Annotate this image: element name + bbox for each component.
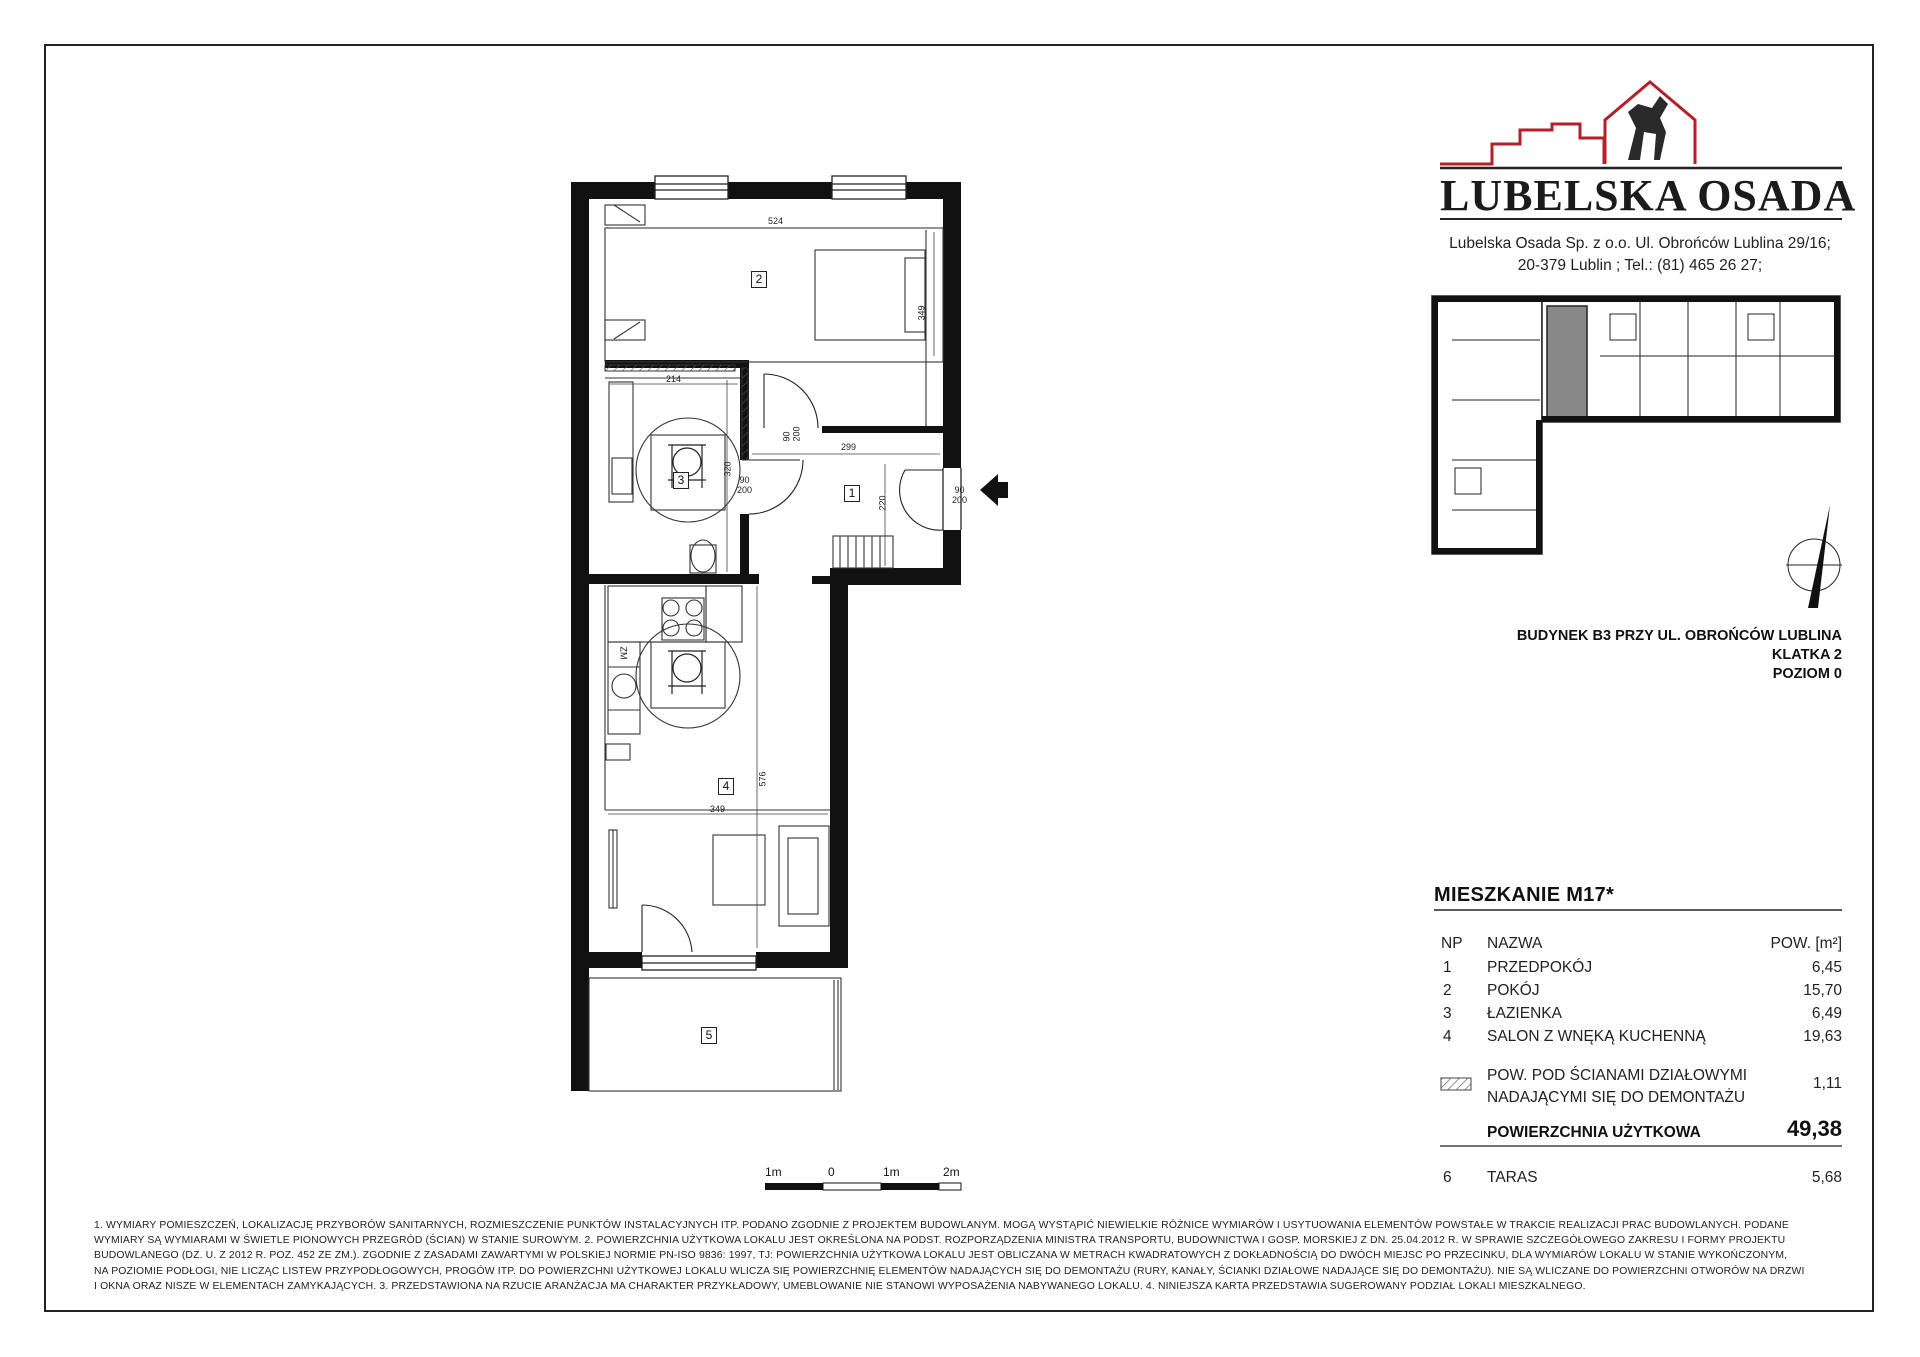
total-area-value: 49,38 [1786, 1116, 1842, 1141]
note-line: NA POZIOMIE PODŁOGI, NIE LICZĄC LISTEW PRZYPODŁOGOWYCH, PROGÓW ITP. DO POWIERZCHNI UŻYTKOWEJ LOKALU WLICZA SIĘ POWIERZCHNIĘ ELEMENTÓW NADAJĄCYCH SIĘ DO DEMONTAŻU (RURY, KANAŁY, ŚCIANKI DZIAŁOWE NADAJĄCE SIĘ DO DEMONTAŻU). NIE SĄ WLICZANE DO POWIERZCHNI OTWORÓW NA DRZWI [94, 1265, 1805, 1277]
room-area: 19,63 [1803, 1028, 1842, 1045]
dim-door-bath [737, 475, 752, 495]
dim-door-room2-a: 90 [781, 431, 792, 442]
total-area-label: POWIERZCHNIA UŻYTKOWA [1487, 1124, 1701, 1141]
north-arrow-icon [1786, 505, 1842, 608]
dim-door-room2 [782, 426, 802, 441]
col-name-header: NAZWA [1487, 935, 1543, 952]
room-np: 3 [1443, 1005, 1452, 1022]
building-info [1440, 627, 1842, 684]
col-area-header: POW. [m²] [1770, 935, 1842, 952]
note-line: 1. WYMIARY POMIESZCZEŃ, LOKALIZACJĘ PRZYBORÓW SANITARNYCH, ROZMIESZCZENIE PUNKTÓW INSTALACYJNYCH ITP. PODANO ZGODNIE Z PROJEKTEM BUDOWLANYM. MOGĄ WYSTĄPIĆ NIEWIELKIE RÓŻNICE WYMIARÓW I USYTUOWANIA ELEMENTÓW POWSTAŁE W TRAKCIE REALIZACJI PRAC BUDOWLANYCH. PODANE [94, 1220, 1789, 1231]
terrace-area: 5,68 [1811, 1169, 1842, 1186]
room-label-2: 2 [751, 271, 767, 288]
partition-walls-area: 1,11 [1812, 1075, 1842, 1092]
room-np: 2 [1443, 982, 1452, 999]
room-label-1: 1 [844, 485, 860, 502]
dim-door-entry-a: 90 [954, 485, 965, 495]
room-label-3: 3 [673, 472, 689, 489]
room-np: 4 [1443, 1028, 1452, 1045]
dim-door-bath-b: 200 [737, 485, 753, 495]
note-line: WYMIARY SĄ WYMIARAMI W ŚWIETLE PIONOWYCH PRZEGRÓD (ŚCIAN) W STANIE SUROWYM. 2. POWIERZCHNIA UŻYTKOWA LOKALU JEST OKREŚLONA NA PODST. ROZPORZĄDZENIA MINISTRA TRANSPORTU, BUDOWNICTWA I GOSP. MORSKIEJ Z DN. 25.04.2012 R. W SPRAWIE SZCZEGÓŁOWEGO ZAKRESU I FORMY PROJEKTU [94, 1235, 1786, 1247]
scale-label: 2m [943, 1165, 960, 1179]
dim-room2-height: 349 [916, 305, 927, 321]
room-label-5: 5 [701, 1027, 717, 1044]
room-label-4: 4 [718, 778, 734, 795]
room-name: POKÓJ [1487, 982, 1540, 999]
partition-walls-line2: NADAJĄCYMI SIĘ DO DEMONTAŻU [1487, 1089, 1746, 1106]
building-line2: KLATKA 2 [1771, 647, 1842, 663]
logo-horse-icon [1628, 96, 1668, 160]
hatch-legend [1441, 1078, 1471, 1090]
room-name: PRZEDPOKÓJ [1487, 959, 1593, 976]
dim-hall-height: 220 [877, 495, 888, 511]
brand-name: LUBELSKA OSADA [1440, 171, 1857, 220]
fridge-label: ZM [618, 646, 629, 660]
room-name: ŁAZIENKA [1487, 1005, 1562, 1022]
legal-notes [94, 1218, 1854, 1294]
dim-door-bath-a: 90 [739, 475, 750, 485]
room-name: SALON Z WNĘKĄ KUCHENNĄ [1487, 1028, 1706, 1045]
scale-bar [765, 1183, 961, 1190]
room-area: 15,70 [1803, 982, 1842, 999]
terrace-np: 6 [1443, 1169, 1452, 1186]
dim-door-room2-b: 200 [791, 426, 802, 442]
company-address-line1: Lubelska Osada Sp. z o.o. Ul. Obrońców Lublina 29/16; [1449, 235, 1831, 252]
room-area: 6,45 [1811, 959, 1842, 976]
company-address [1430, 233, 1850, 277]
apartment-walls [571, 182, 961, 1091]
room-area: 6,49 [1811, 1005, 1842, 1022]
building-line1: BUDYNEK B3 PRZY UL. OBROŃCÓW LUBLINA [1516, 628, 1842, 644]
dim-bath-height: 320 [722, 461, 733, 477]
dim-door-entry-b: 200 [952, 495, 968, 505]
door-swings [642, 374, 943, 952]
scale-label: 1m [765, 1165, 782, 1179]
dim-room2-width: 524 [768, 216, 784, 226]
entrance-arrow-icon [980, 474, 998, 506]
note-line: I OKNA ORAZ NISZE W ELEMENTACH ZAMYKAJĄCYCH. 3. PRZEDSTAWIONA NA RZUCIE ARANŻACJA MA CHARAKTER PRZYKŁADOWY, UMEBLOWANIE NIE STANOWI WYPOSAŻENIA NABYWANEGO LOKALU. 4. NINIEJSZA KARTA PRZEDSTAWIA SUGEROWANY PODZIAŁ LOKALI MIESZKALNEGO. [94, 1280, 1586, 1292]
dim-bath-width: 214 [666, 374, 682, 384]
dim-door-entry [952, 485, 967, 505]
key-plan [1432, 296, 1840, 554]
dimension-lines [608, 228, 940, 948]
dim-salon-height: 576 [757, 771, 768, 787]
scale-label: 1m [883, 1165, 900, 1179]
col-np-header: NP [1441, 935, 1463, 952]
building-line3: POZIOM 0 [1772, 666, 1842, 682]
apartment-title: MIESZKANIE M17* [1434, 884, 1615, 906]
dim-hall-width: 299 [841, 442, 857, 452]
partition-walls-line1: POW. POD ŚCIANAMI DZIAŁOWYMI [1487, 1067, 1748, 1084]
note-line: BUDOWLANEGO (DZ. U. Z 2012 R. POZ. 452 ZE ZM.). ZGODNIE Z ZASADAMI ZAWARTYMI W POLSKIEJ NORMIE PN-ISO 9836: 1997, TJ: POWIERZCHNIA UŻYTKOWA LOKALU JEST OBLICZANA W METRACH KWADRATOWYCH Z DOKŁADNOŚCIĄ DO DWÓCH MIEJSC PO PRZECINKU, DLA WYMIARÓW LOKALU W STANIE WYKOŃCZONYM, [94, 1250, 1788, 1262]
scale-label: 0 [828, 1165, 835, 1179]
terrace-name: TARAS [1487, 1169, 1538, 1186]
room-np: 1 [1443, 959, 1452, 976]
company-address-line2: 20-379 Lublin ; Tel.: (81) 465 26 27; [1517, 257, 1763, 274]
dim-salon-width: 349 [710, 804, 726, 814]
